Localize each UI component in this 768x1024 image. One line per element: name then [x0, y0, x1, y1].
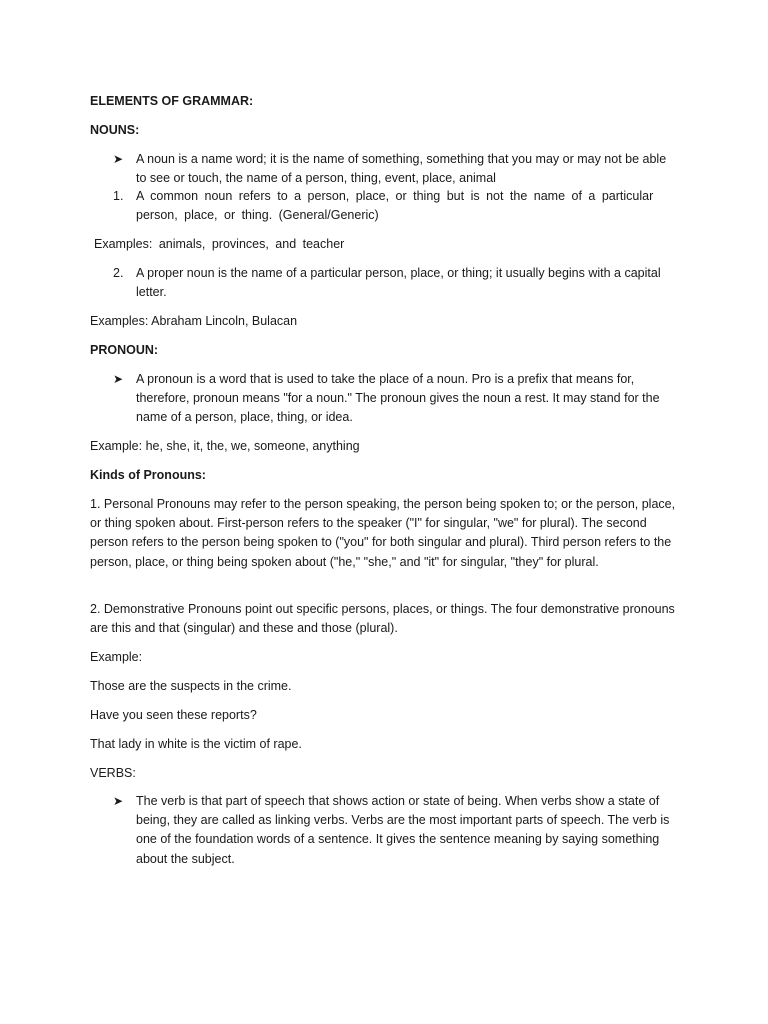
- example-label: Example:: [90, 650, 143, 664]
- common-noun-item: [113, 187, 673, 225]
- common-noun-text: A common noun refers to a person, place, or thing but is not the name of a particular person, place, or thing. (General/Generic): [136, 189, 654, 223]
- kinds-of-pronouns-heading: Kinds of Pronouns:: [90, 468, 206, 482]
- arrowhead-bullet-icon: ➤: [113, 152, 124, 166]
- proper-noun-item: [113, 264, 673, 302]
- example-sentence: That lady in white is the victim of rape.: [90, 737, 302, 751]
- proper-noun-examples: Examples: Abraham Lincoln, Bulacan: [90, 314, 298, 328]
- pronoun-bullet-item: [113, 370, 673, 428]
- pronoun-bullet-text: A pronoun is a word that is used to take the place of a noun. Pro is a prefix that means for, therefore, pronoun means "for a noun." The pronoun gives the noun a rest. It may stand for the name of a person, place, thing, or idea.: [136, 372, 660, 425]
- verbs-heading: VERBS:: [90, 766, 136, 780]
- document-title: ELEMENTS OF GRAMMAR:: [90, 94, 254, 108]
- list-number: 2.: [113, 266, 124, 280]
- pronoun-example: Example: he, she, it, the, we, someone, anything: [90, 439, 360, 453]
- arrowhead-bullet-icon: ➤: [113, 794, 124, 808]
- demonstrative-pronouns-paragraph: 2. Demonstrative Pronouns point out specific persons, places, or things. The four demonstrative pronouns are this and that (singular) and these and those (plural).: [90, 602, 675, 636]
- example-sentence: Those are the suspects in the crime.: [90, 679, 292, 693]
- common-noun-examples: Examples: animals, provinces, and teacher: [94, 237, 345, 251]
- nouns-bullet-item: [113, 150, 673, 188]
- arrowhead-bullet-icon: ➤: [113, 372, 124, 386]
- verbs-bullet-text: The verb is that part of speech that shows action or state of being. When verbs show a state of being, they are called as linking verbs. Verbs are the most important parts of speech. The verb is one of the foundation words of a sentence. It gives the sentence meaning by saying something about the subject.: [136, 794, 670, 866]
- verbs-bullet-item: [113, 792, 673, 869]
- nouns-bullet-text: A noun is a name word; it is the name of something, something that you may or may not be able to see or touch, the name of a person, thing, event, place, animal: [136, 152, 667, 186]
- nouns-heading: NOUNS:: [90, 123, 140, 137]
- proper-noun-text: A proper noun is the name of a particular person, place, or thing; it usually begins with a capital letter.: [136, 266, 661, 300]
- personal-pronouns-paragraph: 1. Personal Pronouns may refer to the person speaking, the person being spoken to; or the person, place, or thing spoken about. First-person refers to the speaker ("I" for singular, "we" for plural). The second person refers to the person being spoken to ("you" for both singular and plural). Third person refers to the person, place, or thing being spoken about ("he," "she," and "it" for singular, "they" for plural.: [90, 497, 676, 569]
- pronoun-heading: PRONOUN:: [90, 343, 159, 357]
- list-number: 1.: [113, 189, 124, 203]
- example-sentence: Have you seen these reports?: [90, 708, 257, 722]
